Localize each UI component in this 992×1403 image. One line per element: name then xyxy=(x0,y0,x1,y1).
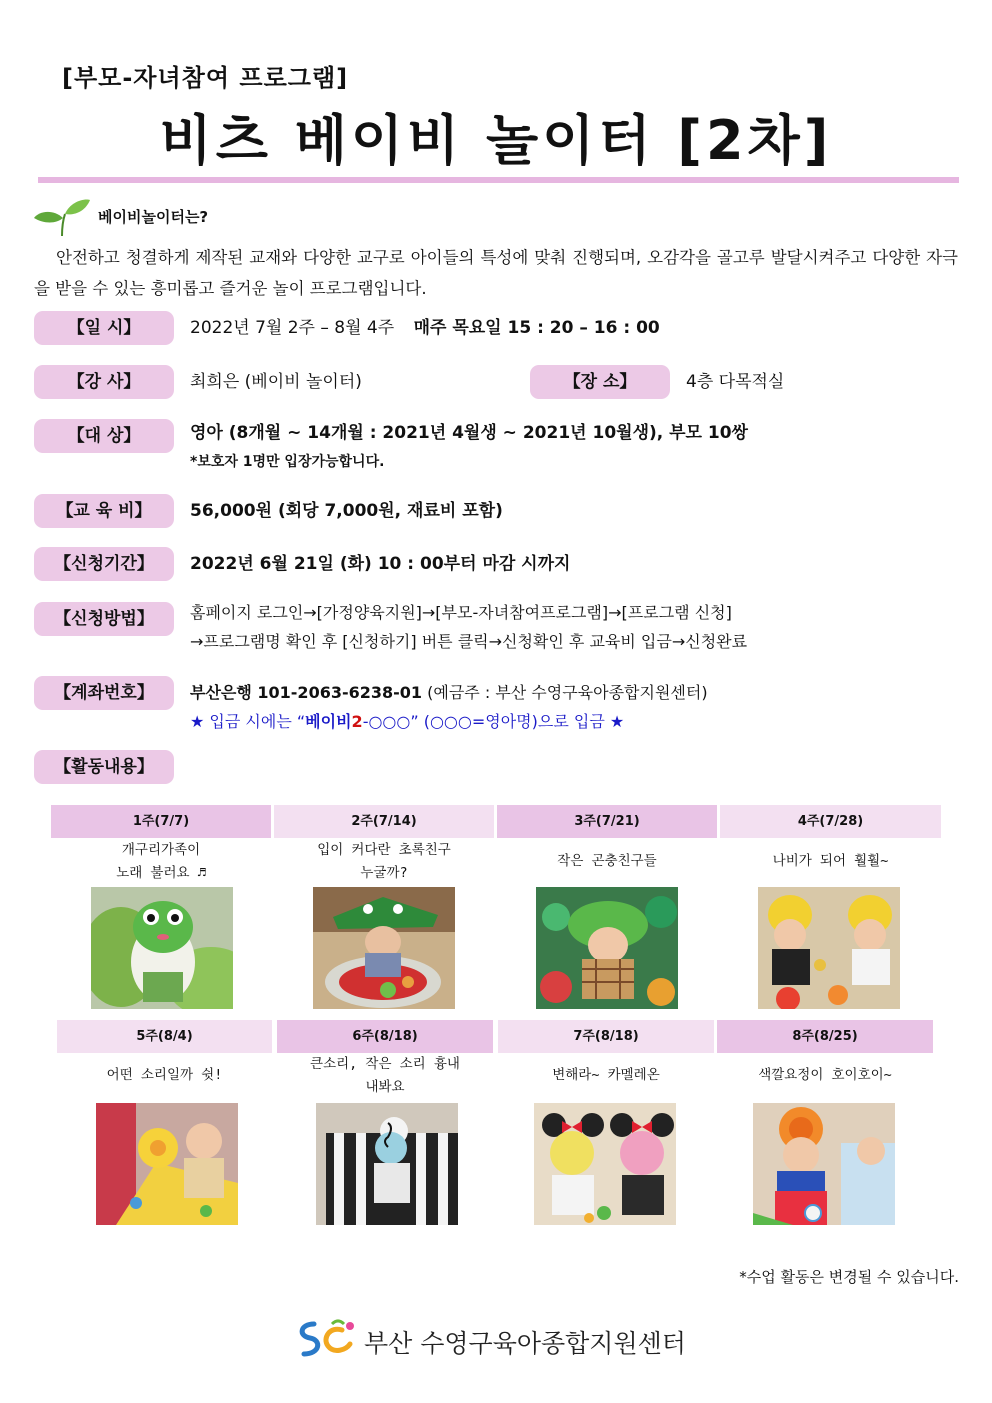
deposit-note-pre: ★ 입금 시에는 “ xyxy=(190,712,306,731)
date-value xyxy=(190,315,660,341)
week-5-photo xyxy=(96,1103,238,1225)
center-logo-icon xyxy=(292,1316,362,1360)
date-time: 매주 목요일 15 : 20 – 16 : 00 xyxy=(413,318,660,338)
program-subtitle: [부모-자녀참여 프로그램] xyxy=(62,64,349,92)
week-6-caption xyxy=(277,1053,493,1099)
page-title: 비츠 베이비 놀이터 [2차] xyxy=(159,109,833,172)
place-value: 4층 다목적실 xyxy=(686,372,785,392)
week-8-caption: 색깔요정이 호이호이~ xyxy=(758,1067,892,1083)
label-target: 【대 상】 xyxy=(34,419,174,453)
teacher-value: 최희은 (베이비 놀이터) xyxy=(190,372,362,392)
week-2-caption xyxy=(274,839,494,885)
week-6-caption-line2: 내봐요 xyxy=(365,1079,405,1095)
week-6-photo xyxy=(316,1103,458,1225)
label-activity: 【활동내용】 xyxy=(34,750,174,784)
week-4-caption: 나비가 되어 훨훨~ xyxy=(772,853,889,869)
week-2-caption-line1: 입이 커다란 초록친구 xyxy=(317,842,451,858)
account-number: 부산은행 101-2063-6238-01 xyxy=(190,683,423,702)
account-value xyxy=(190,680,708,706)
week-1-header: 1주(7/7) xyxy=(51,805,271,838)
intro-heading: 베이비놀이터는? xyxy=(98,208,209,226)
week-6-caption-line1: 큰소리, 작은 소리 흉내 xyxy=(310,1056,460,1072)
fee-value: 56,000원 (회당 7,000원, 재료비 포함) xyxy=(190,501,503,521)
week-4-header: 4주(7/28) xyxy=(720,805,941,838)
title-divider xyxy=(38,177,959,183)
week-1-photo xyxy=(91,887,233,1009)
schedule-change-note: *수업 활동은 변경될 수 있습니다. xyxy=(739,1268,959,1286)
week-4-photo xyxy=(758,887,900,1009)
account-holder: (예금주 : 부산 수영구육아종합지원센터) xyxy=(427,683,708,702)
label-teacher: 【강 사】 xyxy=(34,365,174,399)
label-place: 【장 소】 xyxy=(530,365,670,399)
label-period: 【신청기간】 xyxy=(34,547,174,581)
week-2-photo xyxy=(313,887,455,1009)
label-fee: 【교 육 비】 xyxy=(34,494,174,528)
week-1-caption xyxy=(51,839,271,885)
week-2-header: 2주(7/14) xyxy=(274,805,494,838)
center-name: 부산 수영구육아종합지원센터 xyxy=(364,1329,686,1358)
deposit-note xyxy=(190,709,624,735)
period-value: 2022년 6월 21일 (화) 10 : 00부터 마감 시까지 xyxy=(190,554,571,574)
intro-text: 안전하고 청결하게 제작된 교재와 다양한 교구로 아이들의 특성에 맞춰 진행되며, 오감각을 골고루 발달시켜주고 다양한 자극을 받을 수 있는 흥미롭고 즐거운 놀이 프로그램입니다. xyxy=(34,248,958,298)
week-7-header: 7주(8/18) xyxy=(498,1020,714,1053)
label-method: 【신청방법】 xyxy=(34,602,174,636)
label-date: 【일 시】 xyxy=(34,311,174,345)
deposit-note-post: -○○○” (○○○=영아명)으로 입금 ★ xyxy=(362,712,625,731)
week-1-caption-line1: 개구리가족이 xyxy=(121,842,201,858)
method-line-2: →프로그램명 확인 후 [신청하기] 버튼 클릭→신청확인 후 교육비 입금→신청완료 xyxy=(190,632,748,651)
target-value: 영아 (8개월 ~ 14개월 : 2021년 4월생 ~ 2021년 10월생), 부모 10쌍 xyxy=(190,423,748,443)
deposit-note-name: 베이비 xyxy=(305,712,352,731)
week-8-header: 8주(8/25) xyxy=(717,1020,933,1053)
week-7-photo xyxy=(534,1103,676,1225)
week-7-caption: 변해라~ 카멜레온 xyxy=(552,1067,660,1083)
week-1-caption-line2: 노래 불러요 ♬ xyxy=(116,865,206,881)
week-3-caption: 작은 곤충친구들 xyxy=(557,853,657,869)
week-3-header: 3주(7/21) xyxy=(497,805,717,838)
week-3-photo xyxy=(536,887,678,1009)
date-range: 2022년 7월 2주 – 8월 4주 xyxy=(190,318,395,338)
method-line-1: 홈페이지 로그인→[가정양육지원]→[부모-자녀참여프로그램]→[프로그램 신청] xyxy=(190,603,732,622)
week-2-caption-line2: 누굴까? xyxy=(360,865,408,881)
week-5-header: 5주(8/4) xyxy=(57,1020,272,1053)
week-5-caption: 어떤 소리일까 쉿! xyxy=(106,1067,223,1083)
deposit-note-round: 2 xyxy=(351,712,363,731)
week-6-header: 6주(8/18) xyxy=(277,1020,493,1053)
target-note: *보호자 1명만 입장가능합니다. xyxy=(190,454,385,470)
sprout-icon xyxy=(32,196,92,238)
label-account: 【계좌번호】 xyxy=(34,676,174,710)
footer-logo xyxy=(292,1314,712,1364)
week-8-photo xyxy=(753,1103,895,1225)
